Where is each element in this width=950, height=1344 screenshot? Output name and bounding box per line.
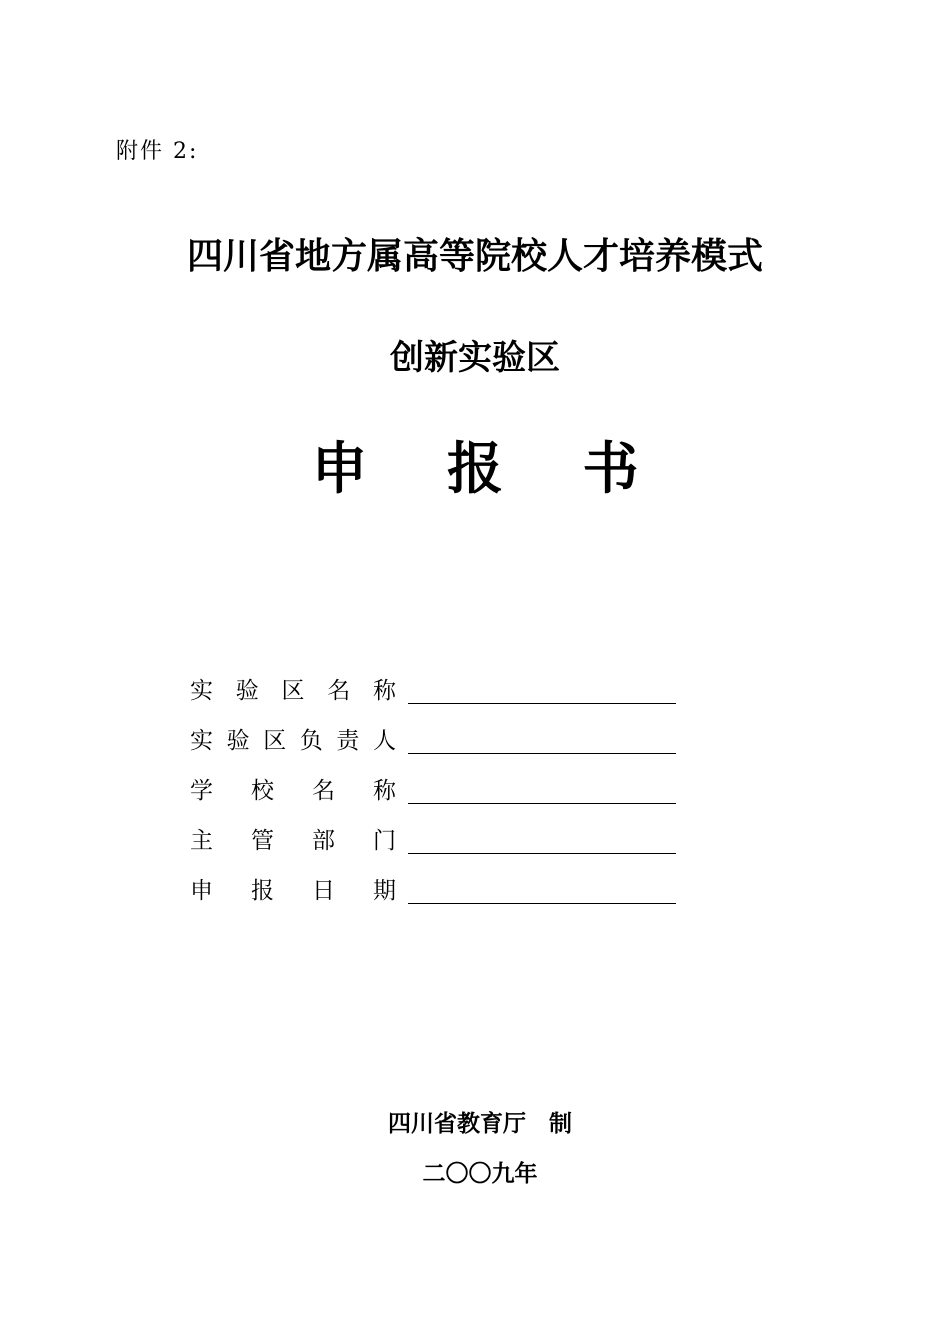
- label-char: 实: [190, 678, 213, 704]
- form-row-zone-name: [190, 655, 690, 705]
- label-char: 主: [190, 828, 213, 854]
- label-char: 部: [312, 828, 335, 854]
- label-char: 管: [251, 828, 274, 854]
- label-char: 验: [235, 678, 259, 704]
- label-char: 负: [299, 728, 323, 754]
- title-line-1: 四川省地方属高等院校人才培养模式: [186, 236, 763, 277]
- label-char: 实: [190, 728, 213, 754]
- label-char: 门: [373, 828, 396, 854]
- school-name-field[interactable]: [408, 775, 676, 804]
- form-label-zone-leader: [190, 722, 408, 755]
- form-label-application-date: [190, 872, 408, 905]
- form-row-application-date: [190, 855, 690, 905]
- label-char: 学: [190, 778, 213, 804]
- zone-leader-field[interactable]: [408, 725, 676, 754]
- label-char: 日: [312, 878, 335, 904]
- form-row-department: [190, 805, 690, 855]
- label-char: 申: [190, 878, 213, 904]
- label-char: 名: [327, 678, 351, 704]
- department-field[interactable]: [408, 825, 676, 854]
- application-date-field[interactable]: [408, 875, 676, 904]
- issuer-line: 四川省教育厅 制: [388, 1110, 572, 1137]
- label-char: 称: [373, 678, 396, 704]
- year-line: 二〇〇九年: [422, 1160, 538, 1187]
- form-label-zone-name: [190, 672, 408, 705]
- form-label-department: [190, 822, 408, 855]
- attachment-label: 附件 2:: [116, 139, 199, 164]
- title-line-3: 申 报 书: [311, 436, 669, 502]
- label-char: 责: [336, 728, 360, 754]
- label-char: 验: [226, 728, 250, 754]
- form-label-school-name: [190, 772, 408, 805]
- label-char: 校: [251, 778, 274, 804]
- label-char: 区: [281, 678, 305, 704]
- label-char: 期: [373, 878, 396, 904]
- label-char: 名: [312, 778, 335, 804]
- zone-name-field[interactable]: [408, 675, 676, 704]
- form-row-zone-leader: [190, 705, 690, 755]
- application-form: [190, 655, 690, 905]
- label-char: 人: [372, 728, 396, 754]
- label-char: 称: [373, 778, 396, 804]
- form-row-school-name: [190, 755, 690, 805]
- label-char: 区: [263, 728, 287, 754]
- title-line-2: 创新实验区: [390, 338, 560, 378]
- label-char: 报: [251, 878, 274, 904]
